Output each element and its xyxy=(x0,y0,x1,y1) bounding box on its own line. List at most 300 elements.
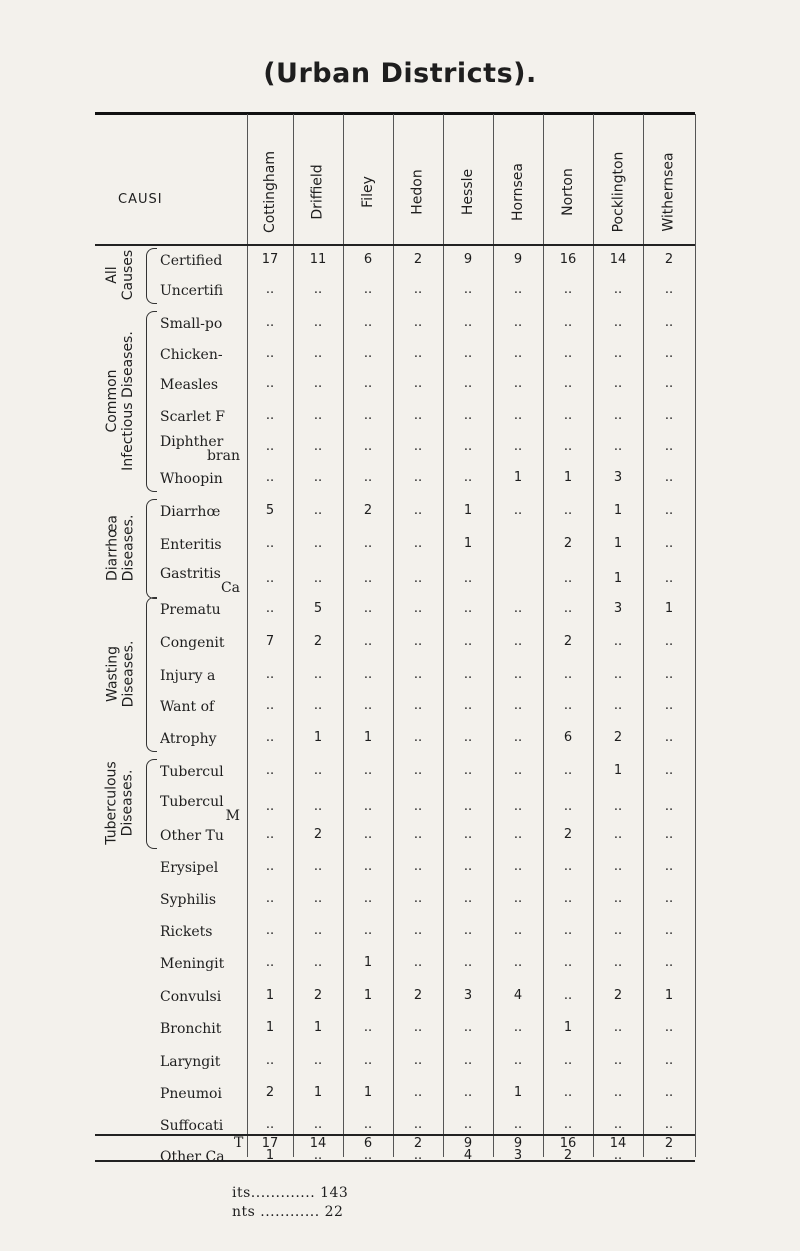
table-cell: .. xyxy=(413,408,423,423)
row-label xyxy=(160,284,244,298)
table-cell: .. xyxy=(664,955,674,970)
table-cell: .. xyxy=(664,763,674,778)
table-cell: .. xyxy=(664,1053,674,1068)
table-cell: .. xyxy=(613,346,623,361)
table-cell: .. xyxy=(413,1085,423,1100)
table-cell: .. xyxy=(664,571,674,586)
table-cell: .. xyxy=(363,923,373,938)
row-label-text: Bronchit xyxy=(160,1022,222,1036)
table-cell: .. xyxy=(613,799,623,814)
table-cell: .. xyxy=(413,799,423,814)
table-cell: .. xyxy=(265,1053,275,1068)
table-cell: .. xyxy=(265,799,275,814)
row-label-text: Other Tu xyxy=(160,829,224,843)
table-cell: .. xyxy=(664,315,674,330)
table-cell: .. xyxy=(613,315,623,330)
table-cell: 1 xyxy=(463,536,473,551)
row-label xyxy=(160,795,244,823)
table-cell: .. xyxy=(664,470,674,485)
table-cell: 16 xyxy=(559,252,577,267)
total-cell: 16 xyxy=(559,1136,577,1151)
column-header xyxy=(358,132,378,252)
table-cell: .. xyxy=(664,859,674,874)
table-cell: .. xyxy=(363,346,373,361)
group-label-text: Tuberculous Diseases. xyxy=(104,761,137,845)
table-cell: .. xyxy=(463,955,473,970)
table-cell: .. xyxy=(413,282,423,297)
row-label-text: Small-po xyxy=(160,317,223,331)
table-cell: .. xyxy=(513,315,523,330)
table-cell: .. xyxy=(513,827,523,842)
table-cell: .. xyxy=(313,891,323,906)
table-cell: .. xyxy=(613,282,623,297)
group-label xyxy=(100,311,140,490)
table-cell: .. xyxy=(265,891,275,906)
table-cell: .. xyxy=(664,799,674,814)
table-cell: .. xyxy=(613,1085,623,1100)
table-cell: 1 xyxy=(265,988,275,1003)
table-cell: .. xyxy=(413,571,423,586)
row-label xyxy=(160,378,244,392)
row-label-text: Suffocati xyxy=(160,1119,224,1133)
table-cell: .. xyxy=(613,859,623,874)
table-cell: .. xyxy=(563,346,573,361)
table-cell: .. xyxy=(664,503,674,518)
table-cell: .. xyxy=(265,470,275,485)
table-cell: .. xyxy=(563,799,573,814)
row-label xyxy=(160,669,244,683)
table-cell: .. xyxy=(664,667,674,682)
table-cell: 1 xyxy=(363,730,373,745)
table-cell: 2 xyxy=(563,1148,573,1163)
table-cell: .. xyxy=(413,955,423,970)
table-cell: 5 xyxy=(265,503,275,518)
table-cell: .. xyxy=(363,891,373,906)
row-label-text: Tubercul xyxy=(160,795,224,810)
table-cell: .. xyxy=(265,698,275,713)
table-cell: .. xyxy=(413,891,423,906)
table-cell: .. xyxy=(613,1117,623,1132)
table-cell: .. xyxy=(563,859,573,874)
table-cell: .. xyxy=(313,859,323,874)
table-cell: .. xyxy=(363,799,373,814)
row-label xyxy=(160,765,244,779)
column-rule xyxy=(643,114,644,1157)
table-cell: 3 xyxy=(463,988,473,1003)
table-cell: 1 xyxy=(613,536,623,551)
total-label: T xyxy=(234,1136,244,1150)
table-cell: .. xyxy=(463,315,473,330)
table-cell: 2 xyxy=(563,634,573,649)
table-cell: .. xyxy=(313,470,323,485)
column-header-label: Cottingham xyxy=(262,150,278,234)
group-brace xyxy=(146,311,157,492)
table-cell: .. xyxy=(363,470,373,485)
table-cell: 1 xyxy=(664,988,674,1003)
table-cell: .. xyxy=(613,955,623,970)
table-cell: .. xyxy=(513,1020,523,1035)
table-cell: .. xyxy=(613,1148,623,1163)
table-cell: .. xyxy=(463,763,473,778)
table-cell: .. xyxy=(463,891,473,906)
group-label xyxy=(100,499,140,597)
table-cell: 4 xyxy=(513,988,523,1003)
row-label-text: Convulsi xyxy=(160,990,222,1004)
table-cell: .. xyxy=(413,376,423,391)
table-cell: .. xyxy=(613,439,623,454)
table-cell: .. xyxy=(413,1020,423,1035)
row-label-text: Tubercul xyxy=(160,765,224,779)
table-cell: .. xyxy=(413,1053,423,1068)
total-cell: 14 xyxy=(609,1136,627,1151)
row-label-text: Erysipel xyxy=(160,861,219,875)
table-cell: .. xyxy=(413,315,423,330)
table-cell: .. xyxy=(413,470,423,485)
table-cell: 2 xyxy=(313,827,323,842)
row-label-text: Want of xyxy=(160,700,215,714)
table-cell: .. xyxy=(413,503,423,518)
table-cell: 2 xyxy=(563,827,573,842)
table-cell: .. xyxy=(563,408,573,423)
row-label xyxy=(160,410,244,424)
column-header xyxy=(508,132,528,252)
group-label-text: Diarrhœa Diseases. xyxy=(104,514,136,582)
column-rule xyxy=(343,114,344,1157)
table-cell: .. xyxy=(363,315,373,330)
table-cell: .. xyxy=(463,698,473,713)
table-cell: .. xyxy=(664,730,674,745)
row-label-text-continued: M xyxy=(225,808,240,823)
column-header xyxy=(608,132,628,252)
table-cell: .. xyxy=(265,1117,275,1132)
table-cell: .. xyxy=(313,503,323,518)
table-cell: .. xyxy=(463,439,473,454)
table-cell: .. xyxy=(265,376,275,391)
row-label xyxy=(160,538,244,552)
row-label xyxy=(160,732,244,746)
table-cell: 14 xyxy=(609,252,627,267)
table-cell: .. xyxy=(363,1053,373,1068)
row-label xyxy=(160,435,244,463)
row-label-text: Laryngit xyxy=(160,1055,221,1069)
table-cell: .. xyxy=(563,955,573,970)
table-cell: 17 xyxy=(261,252,279,267)
table-cell: .. xyxy=(265,859,275,874)
row-label xyxy=(160,1087,244,1101)
table-cell: .. xyxy=(265,408,275,423)
table-cell: 2 xyxy=(363,503,373,518)
table-cell: 3 xyxy=(613,601,623,616)
page-title: (Urban Districts). xyxy=(263,58,537,89)
group-brace xyxy=(146,597,157,752)
table-cell: .. xyxy=(664,439,674,454)
table-cell: .. xyxy=(363,376,373,391)
table-cell: .. xyxy=(265,923,275,938)
mortality-table xyxy=(0,112,800,1162)
table-cell: .. xyxy=(513,730,523,745)
table-cell: .. xyxy=(363,1020,373,1035)
table-cell: .. xyxy=(463,282,473,297)
table-cell: 2 xyxy=(413,252,423,267)
table-cell: .. xyxy=(513,1117,523,1132)
table-cell: .. xyxy=(664,1020,674,1035)
column-header-label: Withernsea xyxy=(661,152,677,232)
table-cell: .. xyxy=(363,634,373,649)
group-brace xyxy=(146,759,157,849)
column-header xyxy=(408,132,428,252)
table-cell: 1 xyxy=(313,730,323,745)
row-label-text: Enteritis xyxy=(160,538,222,552)
table-cell: .. xyxy=(613,1053,623,1068)
table-cell: .. xyxy=(313,282,323,297)
column-header-label: Pocklington xyxy=(610,151,626,233)
group-label xyxy=(100,597,140,750)
row-label-text: Uncertifi xyxy=(160,284,224,298)
table-cell: .. xyxy=(513,408,523,423)
table-cell: 1 xyxy=(265,1020,275,1035)
table-cell: .. xyxy=(664,1117,674,1132)
row-label-text: Scarlet F xyxy=(160,410,226,424)
table-cell: .. xyxy=(313,315,323,330)
row-label-text: Diarrhœ xyxy=(160,505,221,519)
table-cell: .. xyxy=(513,955,523,970)
total-cell: 14 xyxy=(309,1136,327,1151)
row-label xyxy=(160,472,244,486)
table-cell: .. xyxy=(265,282,275,297)
table-cell: 1 xyxy=(363,988,373,1003)
table-cell: .. xyxy=(413,536,423,551)
column-header xyxy=(458,132,478,252)
table-cell: 1 xyxy=(313,1085,323,1100)
table-cell: 1 xyxy=(563,1020,573,1035)
table-cell: .. xyxy=(413,859,423,874)
table-cell: .. xyxy=(563,376,573,391)
column-header-label: Filey xyxy=(360,176,376,208)
column-header xyxy=(260,132,280,252)
table-cell: .. xyxy=(664,891,674,906)
table-cell: .. xyxy=(664,827,674,842)
column-rule xyxy=(247,114,248,1157)
table-cell: .. xyxy=(513,634,523,649)
table-cell: 2 xyxy=(313,634,323,649)
table-cell: .. xyxy=(463,1053,473,1068)
causes-header: CAUSI xyxy=(118,192,163,207)
table-cell: .. xyxy=(363,827,373,842)
table-cell: 1 xyxy=(563,470,573,485)
table-cell: .. xyxy=(513,891,523,906)
column-rule xyxy=(443,114,444,1157)
table-cell: .. xyxy=(463,634,473,649)
row-label xyxy=(160,829,244,843)
table-cell: .. xyxy=(363,1117,373,1132)
table-cell: .. xyxy=(363,667,373,682)
row-label xyxy=(160,1055,244,1069)
table-cell: .. xyxy=(613,634,623,649)
table-cell: .. xyxy=(313,536,323,551)
table-cell: .. xyxy=(563,1053,573,1068)
table-cell: 1 xyxy=(513,470,523,485)
row-label-text: Syphilis xyxy=(160,893,217,907)
table-cell: .. xyxy=(513,799,523,814)
table-cell: 2 xyxy=(563,536,573,551)
table-cell: 2 xyxy=(413,988,423,1003)
group-brace xyxy=(146,248,157,304)
row-label-text: Whoopin xyxy=(160,472,223,486)
table-cell: .. xyxy=(513,282,523,297)
table-cell: 11 xyxy=(309,252,327,267)
table-cell: .. xyxy=(513,859,523,874)
total-cell: 17 xyxy=(261,1136,279,1151)
table-cell: .. xyxy=(313,923,323,938)
total-cell: 2 xyxy=(413,1136,423,1151)
table-cell: .. xyxy=(513,763,523,778)
table-cell: .. xyxy=(613,923,623,938)
table-cell: .. xyxy=(413,601,423,616)
group-label-text: All Causes xyxy=(104,249,136,301)
row-label-text: Injury a xyxy=(160,669,216,683)
table-cell: 2 xyxy=(265,1085,275,1100)
table-cell: .. xyxy=(664,376,674,391)
row-label-text: Congenit xyxy=(160,636,225,650)
table-cell: 9 xyxy=(463,252,473,267)
table-cell: .. xyxy=(413,763,423,778)
table-cell: 5 xyxy=(313,601,323,616)
table-cell: .. xyxy=(563,988,573,1003)
table-cell: .. xyxy=(563,1085,573,1100)
row-label-text: Diphther xyxy=(160,435,224,450)
table-cell: .. xyxy=(563,601,573,616)
table-cell: .. xyxy=(463,408,473,423)
column-header-label: Driffield xyxy=(310,164,327,220)
table-cell: 1 xyxy=(363,955,373,970)
table-cell: .. xyxy=(413,730,423,745)
column-header xyxy=(308,132,328,252)
row-label-text: Atrophy xyxy=(160,732,217,746)
table-cell: .. xyxy=(563,891,573,906)
row-label xyxy=(160,925,244,939)
table-cell: .. xyxy=(313,763,323,778)
table-cell: 2 xyxy=(313,988,323,1003)
column-header-label: Hessle xyxy=(460,168,477,216)
table-cell: 1 xyxy=(463,503,473,518)
table-cell: 1 xyxy=(265,1148,275,1163)
table-cell: .. xyxy=(613,827,623,842)
column-rule xyxy=(493,114,494,1157)
row-label-text: Measles xyxy=(160,378,219,392)
table-cell: 2 xyxy=(613,988,623,1003)
table-cell: .. xyxy=(513,376,523,391)
table-cell: .. xyxy=(313,1053,323,1068)
table-cell: .. xyxy=(513,503,523,518)
table-cell: .. xyxy=(463,1085,473,1100)
row-label xyxy=(160,957,244,971)
row-label-text: Prematu xyxy=(160,603,221,617)
table-cell: .. xyxy=(613,667,623,682)
table-cell: .. xyxy=(664,923,674,938)
table-cell: .. xyxy=(265,730,275,745)
table-cell: .. xyxy=(363,698,373,713)
column-header-label: Norton xyxy=(560,168,577,216)
table-cell: .. xyxy=(363,408,373,423)
table-cell: .. xyxy=(463,601,473,616)
table-cell: .. xyxy=(664,408,674,423)
table-cell: .. xyxy=(513,346,523,361)
row-label xyxy=(160,1022,244,1036)
row-label-text: Other Ca xyxy=(160,1150,225,1164)
row-label-text-continued: bran xyxy=(206,448,240,463)
row-label xyxy=(160,700,244,714)
table-cell: .. xyxy=(265,536,275,551)
table-top-rule xyxy=(95,112,695,115)
table-cell: .. xyxy=(313,799,323,814)
table-cell: .. xyxy=(563,439,573,454)
table-cell: .. xyxy=(363,859,373,874)
table-cell: .. xyxy=(413,667,423,682)
column-rule xyxy=(593,114,594,1157)
table-cell: .. xyxy=(413,827,423,842)
table-cell: .. xyxy=(413,634,423,649)
table-cell: .. xyxy=(513,1053,523,1068)
total-cell: 2 xyxy=(664,1136,674,1151)
column-rule xyxy=(543,114,544,1157)
table-cell: 2 xyxy=(613,730,623,745)
table-cell: .. xyxy=(313,955,323,970)
table-cell: 1 xyxy=(664,601,674,616)
column-header-label: Hornsea xyxy=(510,163,526,221)
row-label xyxy=(160,990,244,1004)
table-cell: .. xyxy=(563,315,573,330)
table-cell: .. xyxy=(463,827,473,842)
table-cell: .. xyxy=(463,667,473,682)
footer-line: nts ............ 22 xyxy=(232,1204,344,1220)
row-label xyxy=(160,348,244,362)
row-label xyxy=(160,603,244,617)
table-cell: 2 xyxy=(664,252,674,267)
table-cell: .. xyxy=(313,408,323,423)
table-cell: .. xyxy=(613,698,623,713)
table-cell: .. xyxy=(265,315,275,330)
row-label xyxy=(160,1150,244,1164)
row-label xyxy=(160,317,244,331)
row-label xyxy=(160,254,244,268)
table-cell: .. xyxy=(363,1148,373,1163)
table-cell: .. xyxy=(463,571,473,586)
group-label xyxy=(100,248,140,302)
header-rule xyxy=(95,244,695,246)
table-cell: .. xyxy=(413,1117,423,1132)
row-label-text: Gastritis xyxy=(160,567,221,582)
table-cell: .. xyxy=(664,1085,674,1100)
row-label-text-continued: Ca xyxy=(220,580,240,595)
column-rule xyxy=(695,114,696,1157)
table-cell: .. xyxy=(563,1117,573,1132)
row-label xyxy=(160,893,244,907)
table-cell: .. xyxy=(463,376,473,391)
table-cell: .. xyxy=(265,601,275,616)
table-cell: .. xyxy=(664,536,674,551)
table-cell: .. xyxy=(313,667,323,682)
table-cell: .. xyxy=(664,698,674,713)
table-cell: .. xyxy=(563,923,573,938)
table-cell: .. xyxy=(363,763,373,778)
table-cell: 7 xyxy=(265,634,275,649)
table-cell: .. xyxy=(313,346,323,361)
table-cell: .. xyxy=(313,439,323,454)
table-cell: 6 xyxy=(363,252,373,267)
row-label xyxy=(160,1119,244,1133)
table-cell: .. xyxy=(513,923,523,938)
row-label xyxy=(160,505,244,519)
